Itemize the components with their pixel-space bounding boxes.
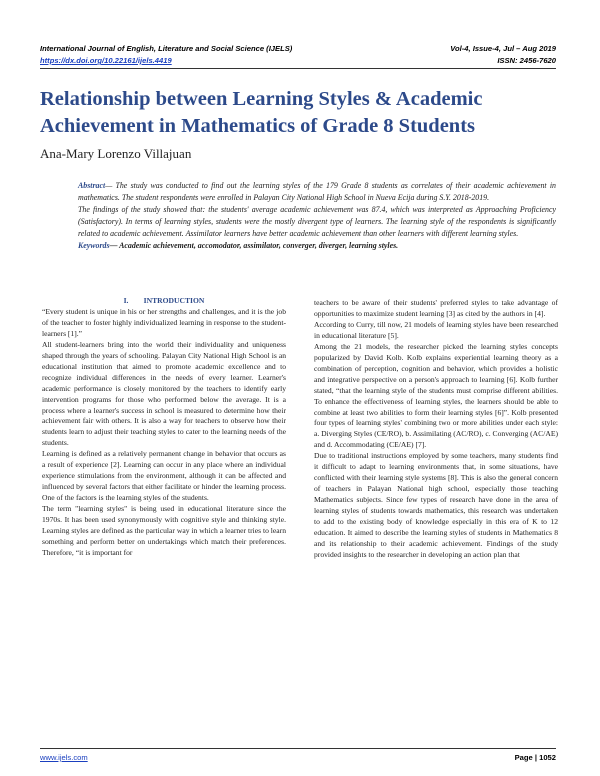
paragraph: “Every student is unique in his or her strengths and challenges, and it is the job of the teacher to foster highly individualized learning in response to the student-learners [1].” [42, 306, 286, 338]
journal-site-link[interactable]: www.ijels.com [40, 753, 88, 762]
left-column [42, 296, 286, 559]
abstract-text-2: The findings of the study showed that: the students' average academic achievement was 87.4, which was interpreted as Approaching Proficiency (Satisfactory). In terms of learning styles, students were the mostly divergent type of learners. The learning style of the respondents is significantly related to academic achievement. Assimilator learners have better academic achievement than other learners with different learning styles. [78, 205, 556, 238]
paragraph: teachers to be aware of their students' preferred styles to take advantage of opportunities to maximize student learning [3] as cited by the authors in [4]. [314, 298, 558, 318]
paragraph: Among the 21 models, the researcher picked the learning styles concepts popularized by David Kolb. Kolb explains experiential learning theory as a combination of perception, cognition and behavior, which provides a holistic and integrative perspective on a person's approach to learning [6]. Kolb further stated, “that the learning style of the students must comprise different abilities. To enhance the effectiveness of learning styles, the learners should be able to combine at least two abilities to form their learning styles [6]”. Kolb presented four types of learning styles' combining two or more abilities under each style: a. Diverging Styles (CE/RO), b. Assimilating (AC/RO), c. Converging (AC/AE) and d. Accommodating (CE/AE) [7]. [314, 341, 558, 450]
keywords-label: Keywords [78, 241, 110, 250]
paragraph: All student-learners bring into the world their individuality and uniqueness shaped through the years of schooling. Palayan City National High School is an educational institution that aimed to promote academic excellence and to recognize individual differences in the needs of every learner. Learner's academic performance is closely monitored by the teachers to identify early intervention programs for those who performed below the average. It is a process where a learner's success in school is measured to determine how their achievement fair with others. It is also a way for teachers to observe how their students learn to adjust their teaching styles to cater to the learning needs of the students. [42, 339, 286, 448]
doi-link[interactable]: https://dx.doi.org/10.22161/ijels.4419 [40, 56, 172, 65]
paragraph: Learning is defined as a relatively permanent change in behavior that occurs as a result of experience [2]. Learning can occur in any place where an individual experience stimulations from the environment, although it can be affected and influenced by several factors that either facilitate or hinder the learning process. One of the factors is the learning styles of the students. [42, 449, 286, 503]
issn: ISSN: 2456-7620 [497, 56, 556, 65]
running-header [40, 44, 556, 66]
right-column [314, 298, 558, 561]
paragraph: The term "learning styles" is being used in educational literature since the 1970s. It has been used synonymously with cognitive style and thinking style. Learning styles are defined as the particular way in which a learner tries to learn something and perform better on undertakings which match their preferences. Therefore, “it is important for [42, 504, 286, 557]
author-name: Ana-Mary Lorenzo Villajuan [40, 146, 192, 161]
page-number: Page | 1052 [514, 753, 556, 762]
journal-name: International Journal of English, Literature and Social Science (IJELS) [40, 44, 293, 53]
article-title: Relationship between Learning Styles & Academic Achievement in Mathematics of Grade 8 Students [40, 88, 483, 137]
keywords-text: — Academic achievement, accomodator, assimilator, converger, diverger, learning styles. [109, 241, 399, 250]
abstract-text-1: — The study was conducted to find out the learning styles of the 179 Grade 8 students as correlates of their academic achievement in mathematics. The student respondents were enrolled in Palayan City National High School in Nueva Ecija during S.Y. 2018-2019. [78, 181, 556, 202]
paragraph: According to Curry, till now, 21 models of learning styles have been researched in educational literature [5]. [314, 319, 558, 340]
volume-issue: Vol-4, Issue-4, Jul – Aug 2019 [450, 44, 556, 53]
footer-rule [40, 748, 556, 749]
header-rule [40, 68, 556, 69]
paragraph: Due to traditional instructions employed by some teachers, many students find it difficult to adapt to learning environments that, in some situations, have conflicted with their learning style systems [8]. This is also the general concern of teachers in Palayan National high school, especially those teaching Mathematics subjects. Since few types of research have done in the area of learning styles of students towards mathematics, this research was undertaken to add to the existing body of knowledge especially in this era of K to 12 education. It aimed to describe the learning styles of students in Mathematics 8 and its relationship to their academic achievement. Findings of the study provided insights to the researcher in developing an action plan that [314, 451, 558, 559]
abstract-block [78, 180, 556, 252]
abstract-label: Abstract [78, 181, 106, 190]
page-footer [40, 753, 556, 762]
section-heading: I. INTRODUCTION [123, 296, 205, 305]
